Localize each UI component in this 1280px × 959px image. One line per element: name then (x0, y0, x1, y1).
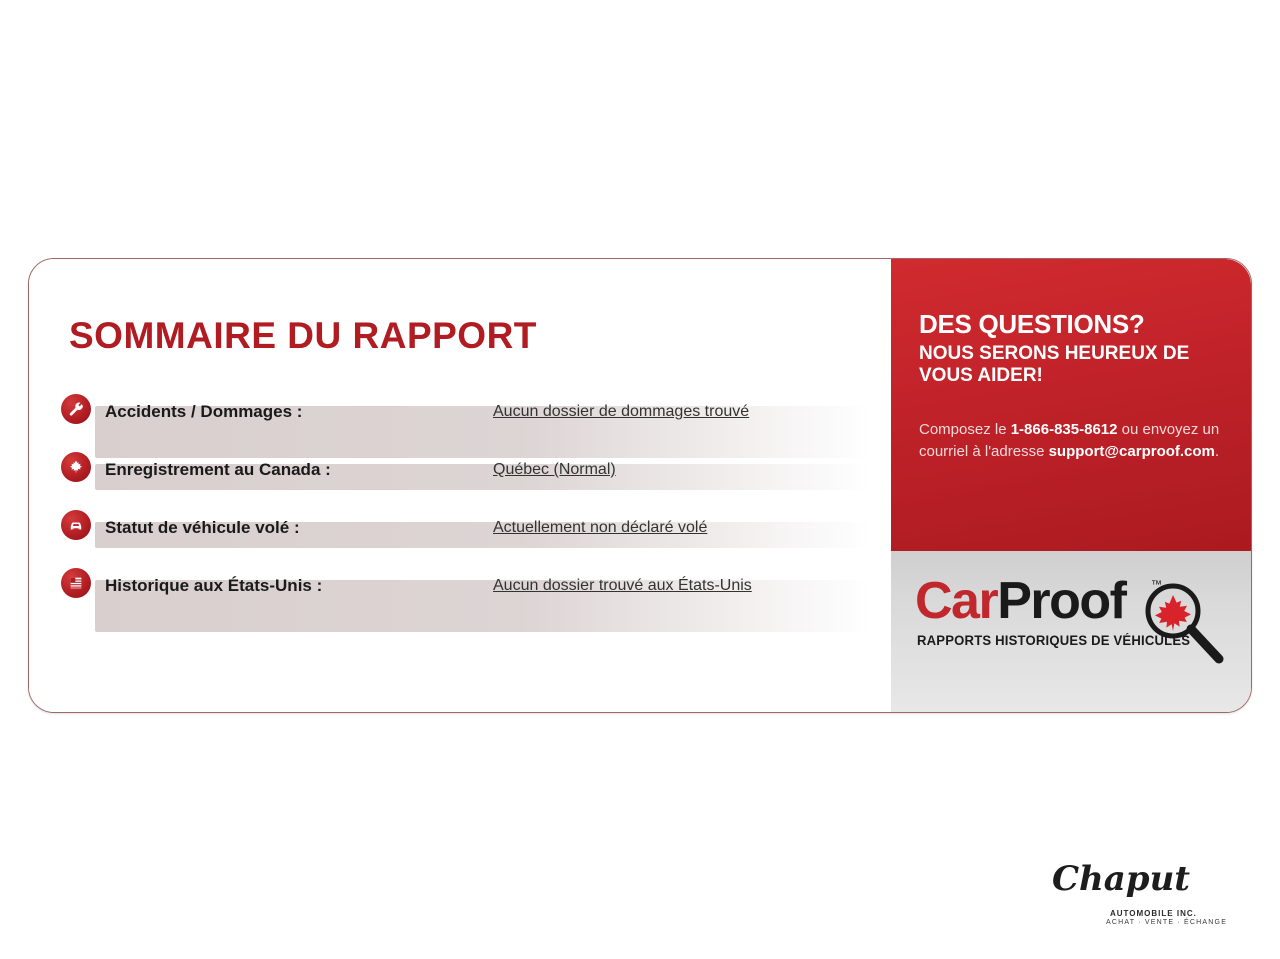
summary-rows (61, 392, 871, 624)
summary-row-us-history (61, 566, 871, 606)
contact-middle-text: ou envoyez un courriel à l'adresse (919, 421, 1220, 460)
contact-info (919, 419, 1231, 463)
dealer-subtitle-secondary: ACHAT · VENTE · ÉCHANGE (1106, 919, 1228, 926)
contact-suffix-text: . (1214, 442, 1220, 460)
summary-label: Accidents / Dommages : (105, 402, 303, 421)
support-phone[interactable]: 1-866-835-8612 (1010, 421, 1118, 438)
summary-row-stolen-status (61, 508, 871, 548)
questions-panel (891, 259, 1251, 551)
contact-prefix-text: Composez le (919, 421, 1011, 438)
summary-label: Enregistrement au Canada : (105, 460, 331, 479)
summary-value: Aucun dossier de dommages trouvé (493, 403, 750, 420)
brand-panel (891, 551, 1251, 713)
carproof-tagline: RAPPORTS HISTORIQUES DE VÉHICULES (917, 633, 1191, 648)
carproof-name-part1: Car (915, 572, 998, 630)
magnifier-maple-leaf-icon (1133, 577, 1229, 669)
carproof-logo (915, 571, 1235, 671)
report-right-panel (891, 259, 1251, 712)
car-icon (61, 510, 91, 540)
summary-value: Aucun dossier trouvé aux États-Unis (493, 577, 752, 594)
page-title: SOMMAIRE DU RAPPORT (69, 315, 537, 356)
questions-subheading: NOUS SERONS HEUREUX DE VOUS AIDER! (919, 343, 1190, 387)
dealer-logo (1044, 851, 1228, 941)
report-summary-card (28, 258, 1252, 713)
support-email[interactable]: support@carproof.com (1048, 442, 1215, 460)
carproof-wordmark (915, 571, 1125, 631)
summary-label: Historique aux États-Unis : (105, 576, 323, 595)
flag-usa-icon (61, 568, 91, 598)
summary-label: Statut de véhicule volé : (105, 518, 300, 537)
summary-value: Québec (Normal) (493, 461, 616, 478)
report-left-panel (29, 259, 893, 712)
questions-heading: DES QUESTIONS? (919, 309, 1145, 339)
maple-leaf-icon (61, 452, 91, 482)
dealer-subtitle-primary: AUTOMOBILE INC. (1110, 909, 1197, 918)
trademark-symbol: ™ (1151, 579, 1162, 591)
carproof-name-part2: Proof (997, 572, 1126, 630)
summary-value: Actuellement non déclaré volé (493, 519, 708, 536)
summary-row-accidents (61, 392, 871, 432)
wrench-icon (61, 394, 91, 424)
dealer-name: Chaput (1052, 859, 1191, 899)
summary-row-registration (61, 450, 871, 490)
